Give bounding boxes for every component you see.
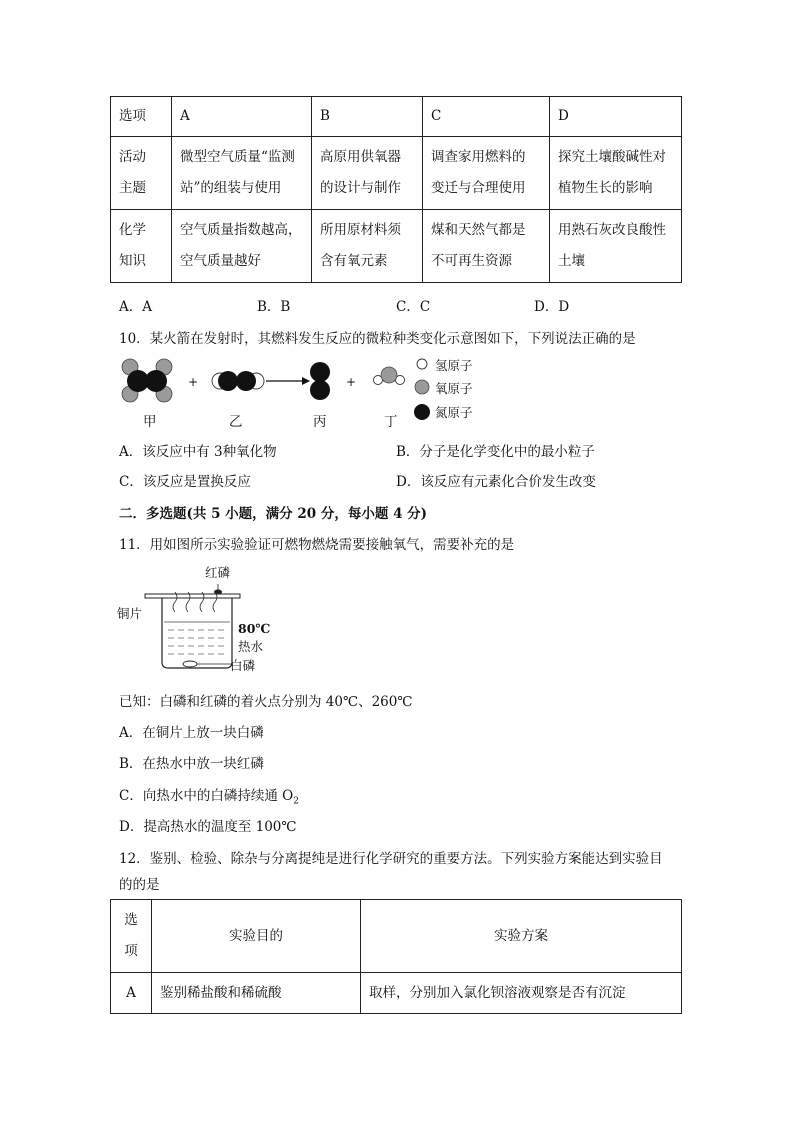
- option-d: D．该反应有元素化合价发生改变: [396, 474, 596, 490]
- molecule-yi-icon: [212, 371, 264, 391]
- option-a: A．A: [119, 299, 152, 315]
- legend-oxygen: 氧原子: [435, 381, 473, 396]
- oxygen-atom-icon: [415, 380, 429, 394]
- label-hot-water: 热水: [238, 639, 264, 654]
- label-yi: 乙: [229, 414, 243, 430]
- label-jia: 甲: [143, 414, 157, 430]
- question-12-stem-cont: 的的是: [119, 877, 160, 893]
- table-cell: 取样，分别加入氯化钡溶液观察是否有沉淀: [361, 973, 682, 1014]
- molecule-ding-icon: [374, 367, 405, 385]
- option-b: B．分子是化学变化中的最小粒子: [396, 444, 595, 460]
- table-row: [111, 973, 682, 1014]
- table-cell: 调查家用燃料的 变迁与合理使用: [423, 137, 550, 210]
- plus-sign: +: [346, 375, 357, 389]
- option-b: B．在热水中放一块红磷: [119, 756, 264, 772]
- table-cell: 探究土壤酸碱性对 植物生长的影响: [550, 137, 682, 210]
- table-row: [111, 137, 682, 210]
- table-header-cell: 选 项: [111, 900, 152, 973]
- option-c: C．C: [396, 299, 431, 315]
- table-row: [111, 210, 682, 283]
- table-cell: 鉴别稀盐酸和稀硫酸: [152, 973, 361, 1014]
- table-header-cell: D: [550, 97, 682, 137]
- table-header-cell: B: [312, 97, 423, 137]
- table-header-cell: C: [423, 97, 550, 137]
- label-red-phosphorus: 红磷: [205, 565, 231, 580]
- option-c: C．该反应是置换反应: [119, 474, 251, 490]
- label-bing: 丙: [313, 414, 327, 430]
- option-a: A．在铜片上放一块白磷: [119, 725, 264, 741]
- table-header-cell: 实验方案: [361, 900, 682, 973]
- option-a: A．该反应中有 3种氧化物: [119, 444, 277, 460]
- activity-table: [110, 96, 682, 283]
- plus-sign: +: [188, 375, 199, 389]
- nitrogen-atom-icon: [414, 404, 430, 420]
- table-header-cell: 选项: [111, 97, 172, 137]
- legend-nitrogen: 氮原子: [435, 405, 473, 420]
- label-temperature: 80℃: [238, 621, 271, 636]
- white-phosphorus-icon: [183, 661, 197, 667]
- option-d: D．提高热水的温度至 100℃: [119, 819, 297, 835]
- table-header-cell: 实验目的: [152, 900, 361, 973]
- table-cell: 煤和天然气都是 不可再生资源: [423, 210, 550, 283]
- table-cell: 微型空气质量“监测 站”的组装与使用: [172, 137, 312, 210]
- label-ding: 丁: [384, 414, 398, 430]
- label-white-phosphorus: 白磷: [230, 658, 256, 673]
- option-d: D．D: [534, 299, 570, 315]
- option-c: C．向热水中的白磷持续通 $O_2$: [119, 788, 299, 807]
- option-b: B．B: [257, 299, 291, 315]
- molecule-bing-icon: [310, 362, 330, 400]
- question-10-stem: 10．某火箭在发射时，其燃料发生反应的微粒种类变化示意图如下，下列说法正确的是: [119, 331, 636, 347]
- row-label: 化学 知识: [111, 210, 172, 283]
- table-cell: 所用原材料须 含有氧元素: [312, 210, 423, 283]
- experiment-table: [110, 899, 682, 1014]
- legend-hydrogen: 氢原子: [435, 358, 473, 373]
- table-cell: 空气质量指数越高， 空气质量越好: [172, 210, 312, 283]
- hydrogen-atom-icon: [417, 359, 427, 369]
- table-header-cell: A: [172, 97, 312, 137]
- table-cell: A: [111, 973, 152, 1014]
- row-label: 活动 主题: [111, 137, 172, 210]
- question-11-stem: 11．用如图所示实验验证可燃物燃烧需要接触氧气，需要补充的是: [119, 537, 515, 553]
- molecule-jia-icon: [122, 359, 172, 402]
- known-info: 已知：白磷和红磷的着火点分别为 40℃、260℃: [119, 694, 413, 710]
- question-12-stem: 12．鉴别、检验、除杂与分离提纯是进行化学研究的重要方法。下列实验方案能达到实验目: [119, 851, 663, 867]
- section-heading: 二．多选题(共 5 小题，满分 20 分，每小题 4 分): [119, 506, 428, 522]
- label-copper: 铜片: [117, 606, 143, 621]
- table-cell: 用熟石灰改良酸性 土壤: [550, 210, 682, 283]
- table-cell: 高原用供氧器 的设计与制作: [312, 137, 423, 210]
